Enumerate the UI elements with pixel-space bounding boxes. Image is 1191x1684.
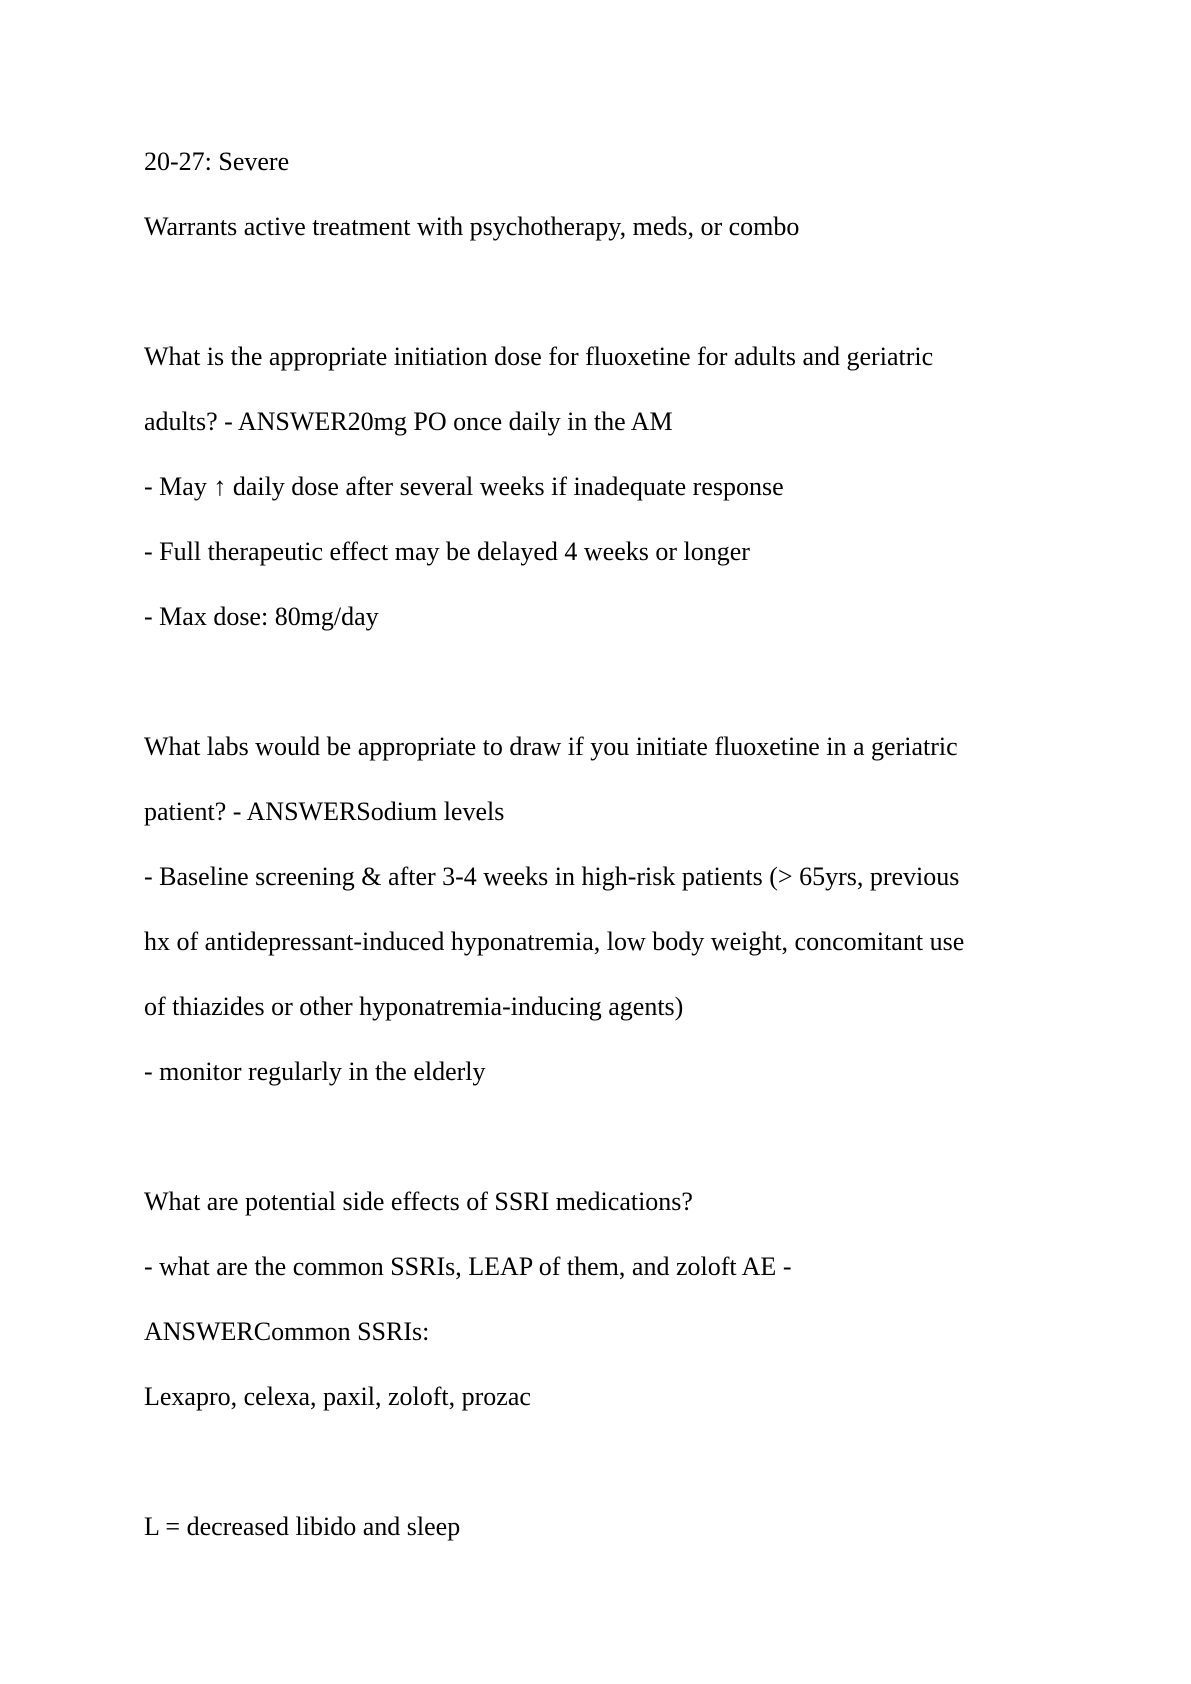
blank-line — [144, 1115, 1074, 1180]
answer-bullet-increase-dose: - May ↑ daily dose after several weeks if inadequate response — [144, 472, 784, 501]
text-line-severity-treatment: Warrants active treatment with psychotherapy, meds, or combo — [144, 212, 800, 241]
question-ssri-side-effects: What are potential side effects of SSRI medications? — [144, 1187, 693, 1216]
answer-common-ssris-heading: ANSWERCommon SSRIs: — [144, 1317, 430, 1346]
answer-common-ssris-list: Lexapro, celexa, paxil, zoloft, prozac — [144, 1382, 531, 1411]
answer-bullet-monitor: - monitor regularly in the elderly — [144, 1057, 486, 1086]
text-line-severity-range: 20-27: Severe — [144, 147, 290, 176]
question-labs-line-1: What labs would be appropriate to draw if you initiate fluoxetine in a geriatric — [144, 732, 958, 761]
document-body — [144, 140, 1074, 1570]
question-ssri-common-list: - what are the common SSRIs, LEAP of them, and zoloft AE - — [144, 1252, 792, 1281]
answer-bullet-baseline-line-3: of thiazides or other hyponatremia-inducing agents) — [144, 992, 684, 1021]
question-labs-line-2: patient? - ANSWERSodium levels — [144, 797, 505, 826]
blank-line — [144, 270, 1074, 335]
question-fluoxetine-dose-line-1: What is the appropriate initiation dose for fluoxetine for adults and geriatric — [144, 342, 934, 371]
answer-bullet-baseline-line-2: hx of antidepressant-induced hyponatremia, low body weight, concomitant use — [144, 927, 965, 956]
blank-line — [144, 660, 1074, 725]
answer-bullet-therapeutic-effect: - Full therapeutic effect may be delayed 4 weeks or longer — [144, 537, 750, 566]
answer-leap-l: L = decreased libido and sleep — [144, 1512, 461, 1541]
answer-bullet-baseline-line-1: - Baseline screening & after 3-4 weeks in high-risk patients (> 65yrs, previous — [144, 862, 960, 891]
blank-line — [144, 1440, 1074, 1505]
question-fluoxetine-dose-line-2: adults? - ANSWER20mg PO once daily in the AM — [144, 407, 673, 436]
answer-bullet-max-dose: - Max dose: 80mg/day — [144, 602, 379, 631]
